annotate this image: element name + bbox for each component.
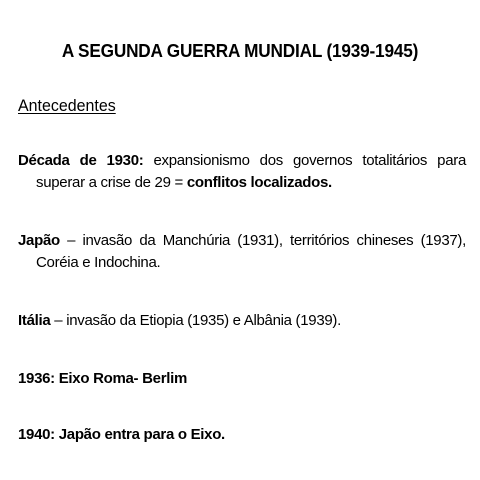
item-decada-1930-line1 (18, 150, 466, 172)
item-italia-text: invasão da Etiopia (1935) e Albânia (1939). (66, 312, 341, 329)
item-1940 (18, 424, 466, 446)
item-decada-1930-text-2: superar a crise de 29 = (36, 174, 187, 191)
item-decada-1930-lead: Década de 1930: (18, 152, 144, 169)
item-japao-line2 (18, 252, 466, 274)
item-italia-separator: – (54, 312, 63, 329)
item-1936-text: 1936: Eixo Roma- Berlim (18, 370, 187, 387)
item-decada-1930-highlight: conflitos localizados. (186, 174, 332, 191)
item-japao-lead: Japão (18, 232, 60, 249)
item-japao-text-2: Coréia e Indochina. (36, 254, 161, 271)
item-italia-lead: Itália (18, 312, 51, 329)
item-japao-separator: – (67, 232, 76, 249)
item-1936 (18, 368, 466, 390)
item-1940-text: 1940: Japão entra para o Eixo. (18, 426, 225, 443)
item-decada-1930-line2 (18, 172, 466, 194)
item-italia-line1 (18, 310, 466, 332)
item-decada-1930 (18, 150, 466, 194)
item-italia (18, 310, 466, 332)
slide-title: A SEGUNDA GUERRA MUNDIAL (1939-1945) (61, 40, 419, 61)
section-heading: Antecedentes (18, 96, 116, 115)
item-decada-1930-text: expansionismo dos governos totalitários para (143, 152, 467, 169)
item-japao-text: invasão da Manchúria (1931), territórios chineses (1937), (82, 232, 466, 249)
item-japao (18, 230, 466, 274)
item-japao-line1 (18, 230, 466, 252)
